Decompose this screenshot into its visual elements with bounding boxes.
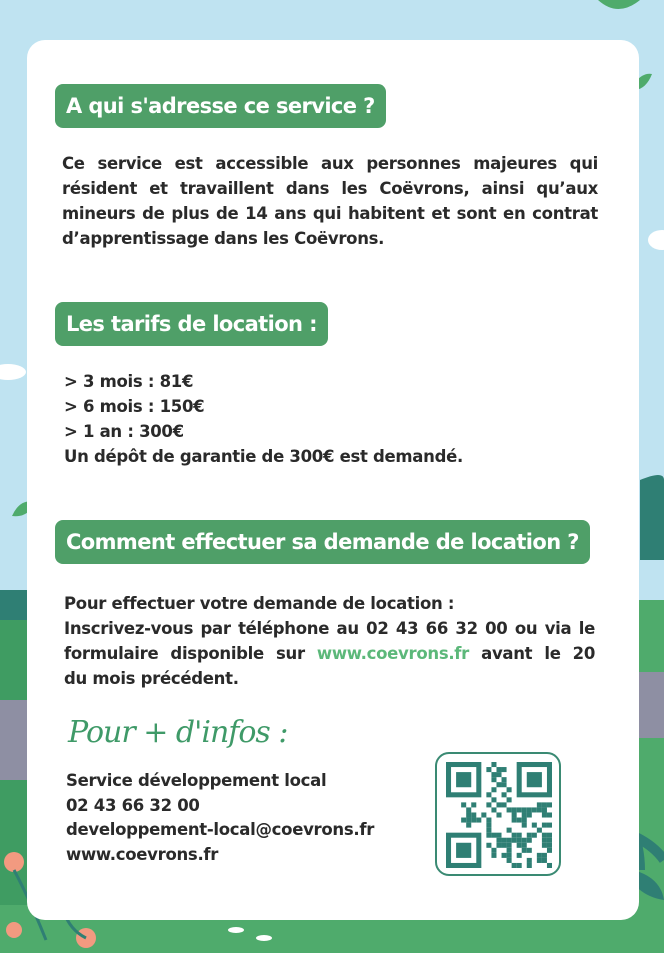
request-line: Inscrivez-vous par téléphone au 02 43 66 32 00 ou via le [64,619,595,638]
email-address[interactable]: developpement-local@coevrons.fr [66,820,375,839]
audience-line: mineurs de plus de 14 ans qui habitent et sont en contrat [62,204,598,223]
service-name: Service développement local [66,771,327,790]
infos-title: Pour + d'infos : [68,715,288,750]
website-address[interactable]: www.coevrons.fr [66,844,219,864]
audience-line: Ce service est accessible aux personnes majeures qui [62,154,598,173]
request-text: avant le 20 [481,644,596,663]
request-text: formulaire disponible sur [64,644,305,663]
rate-item: > 6 mois : 150€ [64,397,205,416]
section-heading-request: Comment effectuer sa demande de location ? [55,520,590,564]
section-heading-audience: A qui s'adresse ce service ? [55,84,386,128]
rate-item: > 3 mois : 81€ [64,372,194,391]
qr-code-icon [446,762,552,868]
request-line [64,641,595,666]
request-line: Pour effectuer votre demande de location : [64,594,455,613]
audience-line: résident et travaillent dans les Coëvrons, ainsi qu’aux [62,179,598,198]
qr-code-frame[interactable] [435,752,561,876]
section-heading-rates: Les tarifs de location : [55,302,328,346]
rate-item: > 1 an : 300€ [64,422,184,441]
request-paragraph [64,591,595,691]
audience-paragraph [62,151,598,251]
contact-block [66,769,374,867]
request-line: du mois précédent. [64,669,239,688]
deposit-note: Un dépôt de garantie de 300€ est demandé. [64,447,463,466]
website-link[interactable]: www.coevrons.fr [316,644,470,663]
phone-number[interactable]: 02 43 66 32 00 [66,795,200,815]
rates-list [64,369,463,469]
audience-line: d’apprentissage dans les Coëvrons. [62,229,385,248]
